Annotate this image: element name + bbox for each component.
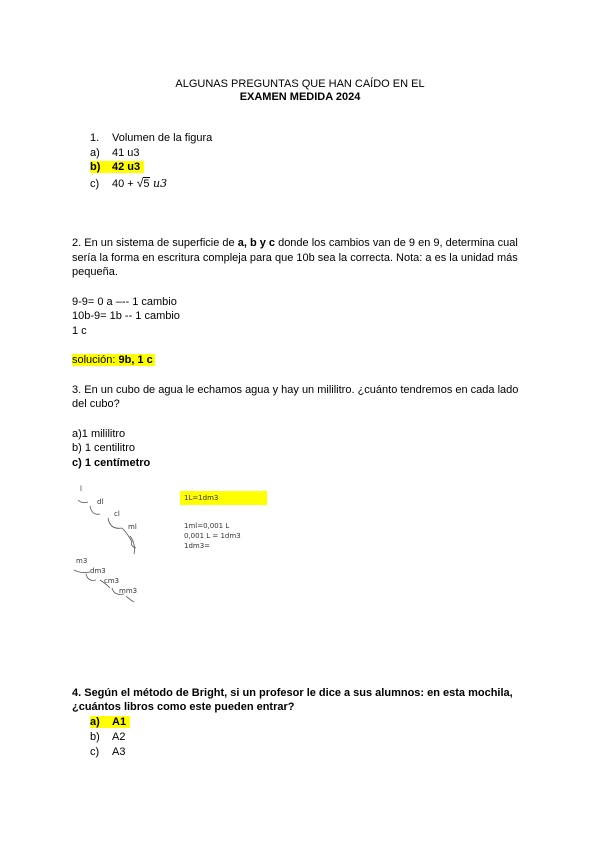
q2-text-pre: 2. En un sistema de superficie de bbox=[72, 237, 238, 249]
q1-option-c-post: u3 bbox=[149, 177, 168, 190]
sketch-curve bbox=[78, 500, 88, 503]
q1-option-a-text: 41 u3 bbox=[112, 147, 140, 159]
q1-option-b-text: 42 u3 bbox=[112, 161, 141, 173]
q4-option-a-correct bbox=[90, 716, 130, 728]
sketch-curve bbox=[90, 506, 100, 514]
q3-option-c-correct: c) 1 centímetro bbox=[72, 457, 151, 469]
sketch-chain1-ml: ml bbox=[128, 523, 137, 531]
q1-question bbox=[90, 132, 212, 144]
q4-option-c-text: A3 bbox=[112, 746, 126, 758]
q1-text: Volumen de la figura bbox=[112, 132, 213, 144]
sketch-chain2-cm3: cm3 bbox=[104, 577, 120, 585]
sketch-chain1-dl: dl bbox=[97, 498, 104, 506]
q3-line-1: 3. En un cubo de agua le echamos agua y hay un mililitro. ¿cuánto tendremos en cada lado bbox=[72, 384, 519, 396]
q1-option-a bbox=[90, 147, 140, 159]
q1-option-b-correct bbox=[90, 161, 144, 173]
sketch-chain2-dm3: dm3 bbox=[90, 567, 106, 575]
q2-solution bbox=[72, 354, 155, 366]
q2-text-post: donde los cambios van de 9 en 9, determina cual bbox=[275, 237, 518, 249]
q2-line-2: sería la forma en escritura compleja para que 10b sea la correcta. Nota: a es la unidad más bbox=[72, 252, 518, 264]
q1-option-b-label: b) bbox=[90, 161, 101, 173]
sketch-curve bbox=[126, 596, 134, 602]
title-line-2: EXAMEN MEDIDA 2024 bbox=[239, 91, 361, 103]
q2-text-bold: a, b y c bbox=[237, 237, 276, 249]
sketch-highlight: 1L=1dm3 bbox=[180, 491, 267, 505]
q4-line-2: ¿cuántos libros como este pueden entrar? bbox=[72, 701, 295, 713]
q2-work-2: 10b-9= 1b -- 1 cambio bbox=[72, 310, 180, 322]
q4-option-b-label: b) bbox=[90, 731, 100, 743]
q3-option-a: a)1 mililitro bbox=[72, 428, 126, 440]
q4-line-1: 4. Según el método de Bright, si un profesor le dice a sus alumnos: en esta mochila, bbox=[72, 687, 513, 699]
q4-option-b-text: A2 bbox=[112, 731, 126, 743]
sketch-note-3: 1dm3= bbox=[184, 542, 211, 550]
q4-option-c-label: c) bbox=[90, 746, 100, 758]
q1-number: 1. bbox=[90, 132, 100, 144]
q1-option-c bbox=[90, 176, 167, 190]
q2-line-1 bbox=[72, 237, 518, 249]
title-line-1: ALGUNAS PREGUNTAS QUE HAN CAÍDO EN EL bbox=[175, 78, 425, 90]
q4-option-b bbox=[90, 731, 125, 743]
q3-option-b: b) 1 centilitro bbox=[72, 442, 135, 454]
q2-line-3: pequeña. bbox=[72, 266, 118, 278]
q2-solution-value: 9b, 1 c bbox=[118, 354, 153, 366]
sketch-chain2-mm3: mm3 bbox=[119, 587, 138, 595]
sketch-curve bbox=[108, 518, 122, 528]
sketch-note-1: 1ml=0,001 L bbox=[184, 522, 230, 530]
q2-work-3: 1 c bbox=[72, 325, 87, 337]
q4-option-c bbox=[90, 746, 125, 758]
q1-option-c-radicand: 5 bbox=[143, 178, 150, 190]
q4-option-a-label: a) bbox=[90, 716, 100, 728]
q4-option-a-text: A1 bbox=[112, 716, 127, 728]
sketch-chain2-m3: m3 bbox=[76, 557, 88, 565]
q1-option-c-pre: 40 + bbox=[112, 178, 137, 190]
q2-solution-label: solución: bbox=[72, 354, 119, 366]
sketch-note-2: 0,001 L = 1dm3 bbox=[184, 532, 241, 540]
sketch-curve bbox=[74, 570, 90, 573]
q1-option-c-label: c) bbox=[90, 178, 100, 190]
q2-work-1: 9-9= 0 a –-- 1 cambio bbox=[72, 296, 177, 308]
sqrt-symbol-icon: √ bbox=[136, 176, 144, 190]
sketch-chain1-l: l bbox=[80, 485, 82, 493]
q3-line-2: del cubo? bbox=[72, 398, 120, 410]
q1-option-a-label: a) bbox=[90, 147, 100, 159]
sketch-chain1-cl: cl bbox=[114, 510, 120, 518]
